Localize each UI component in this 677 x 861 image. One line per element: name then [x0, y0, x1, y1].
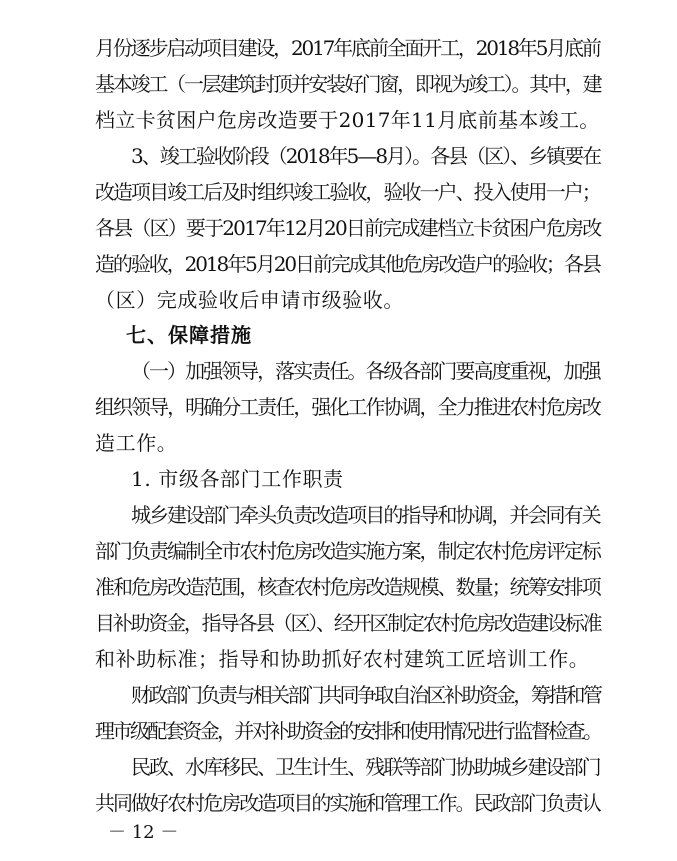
- text-line: 组织领导，明确分工责任，强化工作协调，全力推进农村危房改: [95, 395, 600, 419]
- subsection-heading: 1. 市级各部门工作职责: [131, 467, 344, 491]
- text-line: 财政部门负责与相关部门共同争取自治区补助资金，筹措和管: [131, 683, 601, 707]
- text-line: （一）加强领导，落实责任。各级各部门要高度重视，加强: [131, 359, 600, 383]
- text-line: 造工作。: [95, 431, 178, 455]
- section-heading: 七、保障措施: [126, 323, 252, 347]
- text-line: 3、竣工验收阶段（2018年5—8月）。各县（区）、乡镇要在: [131, 144, 601, 168]
- text-line: 理市级配套资金，并对补助资金的安排和使用情况进行监督检查。: [95, 719, 601, 743]
- text-line: 月份逐步启动项目建设，2017年底前全面开工，2018年5月底前: [95, 36, 600, 60]
- text-line: 造的验收，2018年5月20日前完成其他危房改造户的验收；各县: [95, 252, 600, 276]
- text-line: 目补助资金，指导各县（区）、经开区制定农村危房改造建设标准: [95, 611, 601, 635]
- text-line: 准和危房改造范围，核查农村危房改造规模、数量；统筹安排项: [95, 575, 600, 599]
- text-line: 民政、水库移民、卫生计生、残联等部门协助城乡建设部门: [131, 755, 600, 779]
- text-line: 城乡建设部门牵头负责改造项目的指导和协调，并会同有关: [131, 503, 600, 527]
- text-line: 改造项目竣工后及时组织竣工验收，验收一户、投入使用一户；: [95, 180, 600, 204]
- page-number: － 12 －: [108, 822, 179, 843]
- text-line: 各县（区）要于2017年12月20日前完成建档立卡贫困户危房改: [95, 216, 601, 240]
- text-line: 档立卡贫困户危房改造要于2017年11月底前基本竣工。: [95, 108, 600, 132]
- text-line: （区）完成验收后申请市级验收。: [95, 288, 404, 312]
- text-line: 基本竣工（一层建筑封顶并安装好门窗，即视为竣工）。其中，建: [95, 72, 601, 96]
- text-line: 共同做好农村危房改造项目的实施和管理工作。民政部门负责认: [95, 791, 600, 815]
- text-line: 部门负责编制全市农村危房改造实施方案，制定农村危房评定标: [95, 539, 600, 563]
- text-line: 和补助标准；指导和协助抓好农村建筑工匠培训工作。: [95, 647, 590, 671]
